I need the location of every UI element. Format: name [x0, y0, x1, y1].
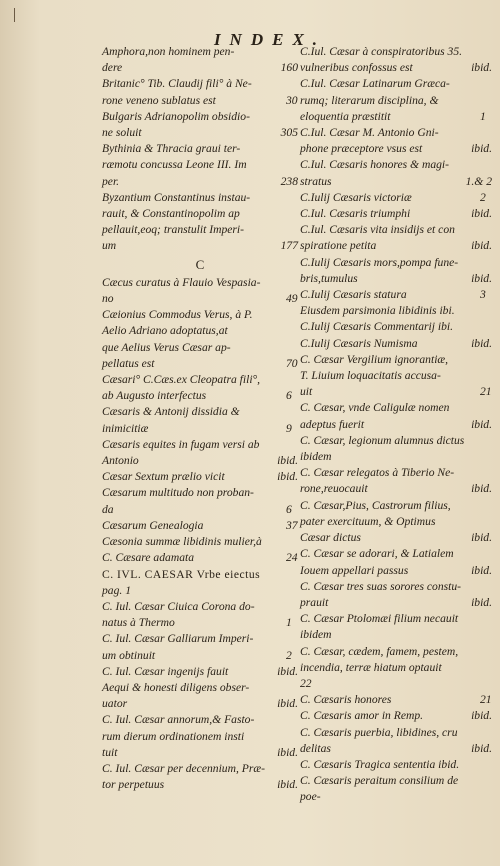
entry-text: C. Iul. Cæsar Ciuica Corona do- — [102, 599, 255, 613]
page-reference: ibid. — [277, 664, 298, 678]
index-entry — [300, 465, 492, 481]
entry-text: Cæsarum Genealogia — [102, 518, 204, 532]
entry-text: C.Iulij Cæsaris Commentarij ibi. — [300, 320, 453, 334]
entry-text: C. Cæsaris honores — [300, 693, 392, 707]
index-entry: 1 natus à Thermo — [102, 616, 292, 630]
index-entry — [300, 76, 492, 92]
page-reference: ibid. — [471, 531, 492, 545]
index-entry: 70 pellatus est — [102, 356, 298, 370]
index-entry: 30 rone veneno sublatus est — [102, 93, 298, 107]
page-reference: ibid. — [471, 61, 492, 75]
index-entry — [102, 404, 298, 420]
index-entry — [102, 157, 298, 173]
index-entry — [102, 631, 298, 647]
index-entry — [300, 400, 492, 416]
page-reference: ibid. — [277, 454, 298, 468]
page-reference: ibid. — [471, 482, 492, 496]
entry-text: Cæsonia summæ libidinis mulier,à — [102, 535, 262, 549]
index-entry — [300, 708, 492, 724]
entry-text: Iouem appellari passus — [300, 563, 409, 577]
entry-text: phone præceptore vsus est — [300, 142, 423, 156]
entry-text: C. Cæsar Vergilium ignorantiæ, — [300, 352, 449, 366]
section-letter — [102, 257, 298, 273]
entry-text: C. IVL. CAESAR Vrbe eiectus — [102, 567, 261, 581]
entry-text: ab Augusto interfectus — [102, 389, 207, 403]
index-entry — [300, 44, 492, 60]
entry-text: C. Cæsaris amor in Remp. — [300, 709, 424, 723]
index-entry — [300, 60, 492, 76]
entry-text: incendia, terræ hiatum optauit — [300, 660, 442, 674]
entry-text: C. Cæsar, legionum alumnus dictus — [300, 433, 465, 447]
entry-text: C. Iul. Cæsar Galliarum Imperi- — [102, 632, 254, 646]
index-entry — [300, 125, 492, 141]
index-entry — [300, 757, 492, 773]
index-entry: 2 um obtinuit — [102, 648, 292, 662]
entry-text: C. Cæsare adamata — [102, 551, 195, 565]
entry-text: C. Cæsaris peraitum consilium de — [300, 774, 459, 788]
index-entry — [102, 680, 298, 696]
index-entry — [300, 157, 492, 173]
index-entry — [102, 190, 298, 206]
entry-text: ibidem — [300, 628, 332, 642]
entry-text: T. Liuium loquacitatis accusa- — [300, 369, 441, 383]
index-entry — [102, 534, 298, 550]
index-entry — [102, 109, 298, 125]
page-header: INDEX. — [213, 30, 327, 49]
entry-text: uator — [102, 697, 128, 711]
entry-text: spiratione petita — [300, 239, 377, 253]
index-entry: 3 C.Iulij Cæsaris statura — [300, 288, 486, 302]
entry-text: rone veneno sublatus est — [102, 93, 216, 107]
entry-text: C. Cæsar, cædem, famem, pestem, — [300, 644, 459, 658]
entry-text: stratus — [300, 174, 332, 188]
index-entry — [102, 238, 298, 254]
entry-text: um obtinuit — [102, 648, 156, 662]
index-entry — [102, 340, 298, 356]
entry-text: C.Iul. Cæsar à conspiratoribus 35. — [300, 45, 463, 58]
entry-text: pellauit,eoq; transtulit Imperi- — [102, 223, 245, 237]
index-entry: 6 da — [102, 502, 292, 516]
entry-text: inimicitiæ — [102, 421, 149, 435]
index-entry — [300, 546, 492, 562]
index-entry — [300, 433, 492, 449]
index-entry — [102, 323, 298, 339]
entry-text: C. Iul. Cæsar per decennium, Præ- — [102, 761, 265, 775]
index-entry — [300, 368, 492, 384]
entry-text: pater exercituum, & Optimus — [300, 514, 436, 528]
index-entry — [102, 729, 298, 745]
entry-text: C.Iulij Cæsaris Numisma — [300, 336, 418, 350]
page-reference: ibid. — [471, 709, 492, 723]
entry-text: da — [102, 502, 114, 516]
index-entry — [300, 725, 492, 741]
entry-text: Cæsaris equites in fugam versi ab — [102, 437, 260, 451]
entry-text: 22 — [300, 676, 312, 690]
index-entry — [300, 141, 492, 157]
entry-text: pellatus est — [102, 356, 155, 370]
entry-text: tor perpetuus — [102, 778, 165, 792]
entry-text: Cæsari° C.Cæs.ex Cleopatra fili°, — [102, 373, 261, 387]
page-reference: ibid. — [471, 239, 492, 253]
index-entry: 21 C. Cæsaris honores — [300, 693, 492, 707]
entry-text: Amphora,non hominem pen- — [102, 45, 235, 58]
entry-text: dere — [102, 61, 123, 75]
index-column-right — [300, 44, 492, 806]
index-entry — [300, 563, 492, 579]
page-reference: ibid. — [471, 563, 492, 577]
index-entry — [102, 777, 298, 793]
index-entry: 9 inimicitiæ — [102, 421, 292, 435]
page-reference: 177 — [280, 239, 298, 253]
index-entry — [300, 660, 492, 676]
entry-text: rum dierum ordinationem insti — [102, 729, 245, 743]
entry-text: C.Iul. Cæsaris vita insidijs et con — [300, 223, 455, 237]
entry-text: no — [102, 292, 114, 306]
entry-text: C. Cæsar tres suas sorores constu- — [300, 579, 462, 593]
entry-text: vulneribus confossus est — [300, 61, 413, 75]
index-entry — [102, 222, 298, 238]
index-entry — [102, 141, 298, 157]
page-reference: 305 — [280, 126, 298, 140]
page-reference: ibid. — [277, 778, 298, 792]
index-entry — [102, 664, 298, 680]
index-entry — [300, 514, 492, 530]
entry-text: C — [195, 256, 205, 272]
index-entry — [102, 567, 298, 583]
entry-text: poe- — [300, 790, 321, 804]
entry-text: C. Cæsar se adorari, & Latialem — [300, 547, 454, 561]
entry-text: rone,reuocauit — [300, 482, 368, 496]
index-entry — [300, 789, 492, 805]
page-reference: ibid. — [277, 697, 298, 711]
entry-text: per. — [102, 174, 120, 188]
index-entry — [102, 485, 298, 501]
index-entry — [300, 530, 492, 546]
index-entry — [300, 222, 492, 238]
index-entry — [102, 44, 298, 60]
entry-text: tuit — [102, 745, 118, 759]
entry-text: rumq; literarum disciplina, & — [300, 93, 439, 107]
entry-text: Aelio Adriano adoptatus,at — [102, 324, 228, 338]
entry-text: bris,tumulus — [300, 271, 358, 285]
index-entry — [300, 352, 492, 368]
index-entry — [300, 336, 492, 352]
entry-text: C. Iul. Cæsar annorum,& Fasto- — [102, 713, 255, 727]
index-entry — [102, 372, 298, 388]
entry-text: C. Cæsar, vnde Caligulæ nomen — [300, 401, 450, 415]
page-reference: ibid. — [471, 741, 492, 755]
page-reference: ibid. — [471, 336, 492, 350]
gutter-mark — [14, 8, 15, 22]
page-reference: 160 — [280, 61, 298, 75]
index-entry — [102, 206, 298, 222]
page-reference: 238 — [280, 174, 298, 188]
entry-text: C. Cæsar Ptolomæi filium necauit — [300, 612, 459, 626]
index-entry: 37 Cæsarum Genealogia — [102, 518, 298, 532]
entry-text: Cæsarum multitudo non proban- — [102, 486, 254, 500]
entry-text: ræmotu concussa Leone III. Im — [102, 158, 247, 172]
page-reference: ibid. — [471, 207, 492, 221]
index-entry — [102, 745, 298, 761]
entry-text: C.Iul. Cæsar Latinarum Græca- — [300, 77, 450, 91]
index-entry: 6 ab Augusto interfectus — [102, 389, 292, 403]
entry-text: natus à Thermo — [102, 616, 175, 630]
index-entry — [300, 644, 492, 660]
entry-text: Byzantium Constantinus instau- — [102, 190, 251, 204]
page-reference: ibid. — [471, 595, 492, 609]
index-entry: 24 C. Cæsare adamata — [102, 551, 298, 565]
entry-text: C.Iulij Cæsaris statura — [300, 288, 407, 302]
index-column-left — [102, 44, 298, 793]
index-entry — [300, 174, 492, 190]
page-reference: ibid. — [277, 745, 298, 759]
index-entry — [300, 611, 492, 627]
index-entry — [300, 238, 492, 254]
index-entry — [102, 275, 298, 291]
index-entry — [102, 60, 298, 76]
entry-text: Antonio — [102, 454, 139, 468]
index-entry — [300, 206, 492, 222]
index-entry — [300, 627, 492, 643]
entry-text: C. Cæsar,Pius, Castrorum filius, — [300, 498, 451, 512]
entry-text: Cæionius Commodus Verus, à P. — [102, 308, 253, 322]
page-reference: 1.& 2 — [465, 174, 492, 188]
page-reference: ibid. — [471, 271, 492, 285]
entry-text: Cæcus curatus à Flauio Vespasia- — [102, 275, 261, 289]
entry-text: C.Iul. Cæsar M. Antonio Gni- — [300, 126, 439, 140]
index-entry — [300, 481, 492, 497]
entry-text: ibidem — [300, 450, 332, 464]
index-entry — [300, 498, 492, 514]
index-entry — [300, 319, 492, 335]
entry-text: Cæsaris & Antonij dissidia & — [102, 405, 240, 419]
page-reference: ibid. — [471, 417, 492, 431]
index-entry: 21 uit — [300, 385, 492, 399]
entry-text: C. Cæsaris Tragica sententia ibid. — [300, 757, 460, 771]
index-entry — [102, 453, 298, 469]
entry-text: C. Cæsar relegatos à Tiberio Ne- — [300, 466, 455, 480]
page-reference: ibid. — [471, 142, 492, 156]
entry-text: pag. 1 — [102, 583, 131, 597]
entry-text: Cæsar Sextum prælio vicit — [102, 470, 225, 484]
index-entry — [300, 93, 492, 109]
index-entry — [102, 76, 298, 92]
index-entry — [300, 595, 492, 611]
entry-text: C. Cæsaris puerbia, libidines, cru — [300, 725, 458, 739]
index-entry — [102, 583, 298, 599]
index-entry: 49 no — [102, 292, 298, 306]
entry-text: C. Iul. Cæsar ingenijs fauit — [102, 664, 229, 678]
index-entry — [300, 271, 492, 287]
entry-text: um — [102, 239, 117, 253]
entry-text: C.Iulij Cæsaris victoriæ — [300, 190, 412, 204]
entry-text: Cæsar dictus — [300, 531, 361, 545]
index-entry — [300, 449, 492, 465]
index-entry — [102, 712, 298, 728]
index-entry — [102, 307, 298, 323]
index-entry — [300, 741, 492, 757]
entry-text: Bulgaris Adrianopolim obsidio- — [102, 109, 250, 123]
entry-text: uit — [300, 385, 313, 399]
index-entry — [300, 773, 492, 789]
entry-text: Aequi & honesti diligens obser- — [102, 680, 250, 694]
entry-text: eloquentia præstitit — [300, 109, 391, 123]
index-entry — [102, 125, 298, 141]
index-entry — [300, 676, 492, 692]
entry-text: delitas — [300, 741, 331, 755]
entry-text: ne soluit — [102, 126, 142, 140]
index-entry — [102, 174, 298, 190]
entry-text: Bythinia & Thracia graui ter- — [102, 142, 241, 156]
entry-text: C.Iul. Cæsaris triumphi — [300, 207, 411, 221]
page-reference: ibid. — [277, 470, 298, 484]
index-entry — [102, 696, 298, 712]
entry-text: adeptus fuerit — [300, 417, 365, 431]
index-entry — [102, 599, 298, 615]
index-entry: 2 C.Iulij Cæsaris victoriæ — [300, 190, 486, 204]
index-entry — [102, 469, 298, 485]
entry-text: prauit — [300, 595, 329, 609]
entry-text: Britanic° Tib. Claudij fili° à Ne- — [102, 77, 252, 91]
entry-text: Eiusdem parsimonia libidinis ibi. — [300, 304, 455, 318]
index-entry: 1 eloquentia præstitit — [300, 109, 486, 123]
index-entry — [300, 255, 492, 271]
entry-text: que Aelius Verus Cæsar ap- — [102, 340, 231, 354]
index-entry — [102, 761, 298, 777]
index-entry — [300, 579, 492, 595]
index-entry — [102, 437, 298, 453]
entry-text: rauit, & Constantinopolim ap — [102, 207, 240, 221]
index-entry — [300, 417, 492, 433]
index-entry — [300, 303, 492, 319]
entry-text: C.Iul. Cæsaris honores & magi- — [300, 158, 450, 172]
entry-text: C.Iulij Cæsaris mors,pompa fune- — [300, 255, 459, 269]
